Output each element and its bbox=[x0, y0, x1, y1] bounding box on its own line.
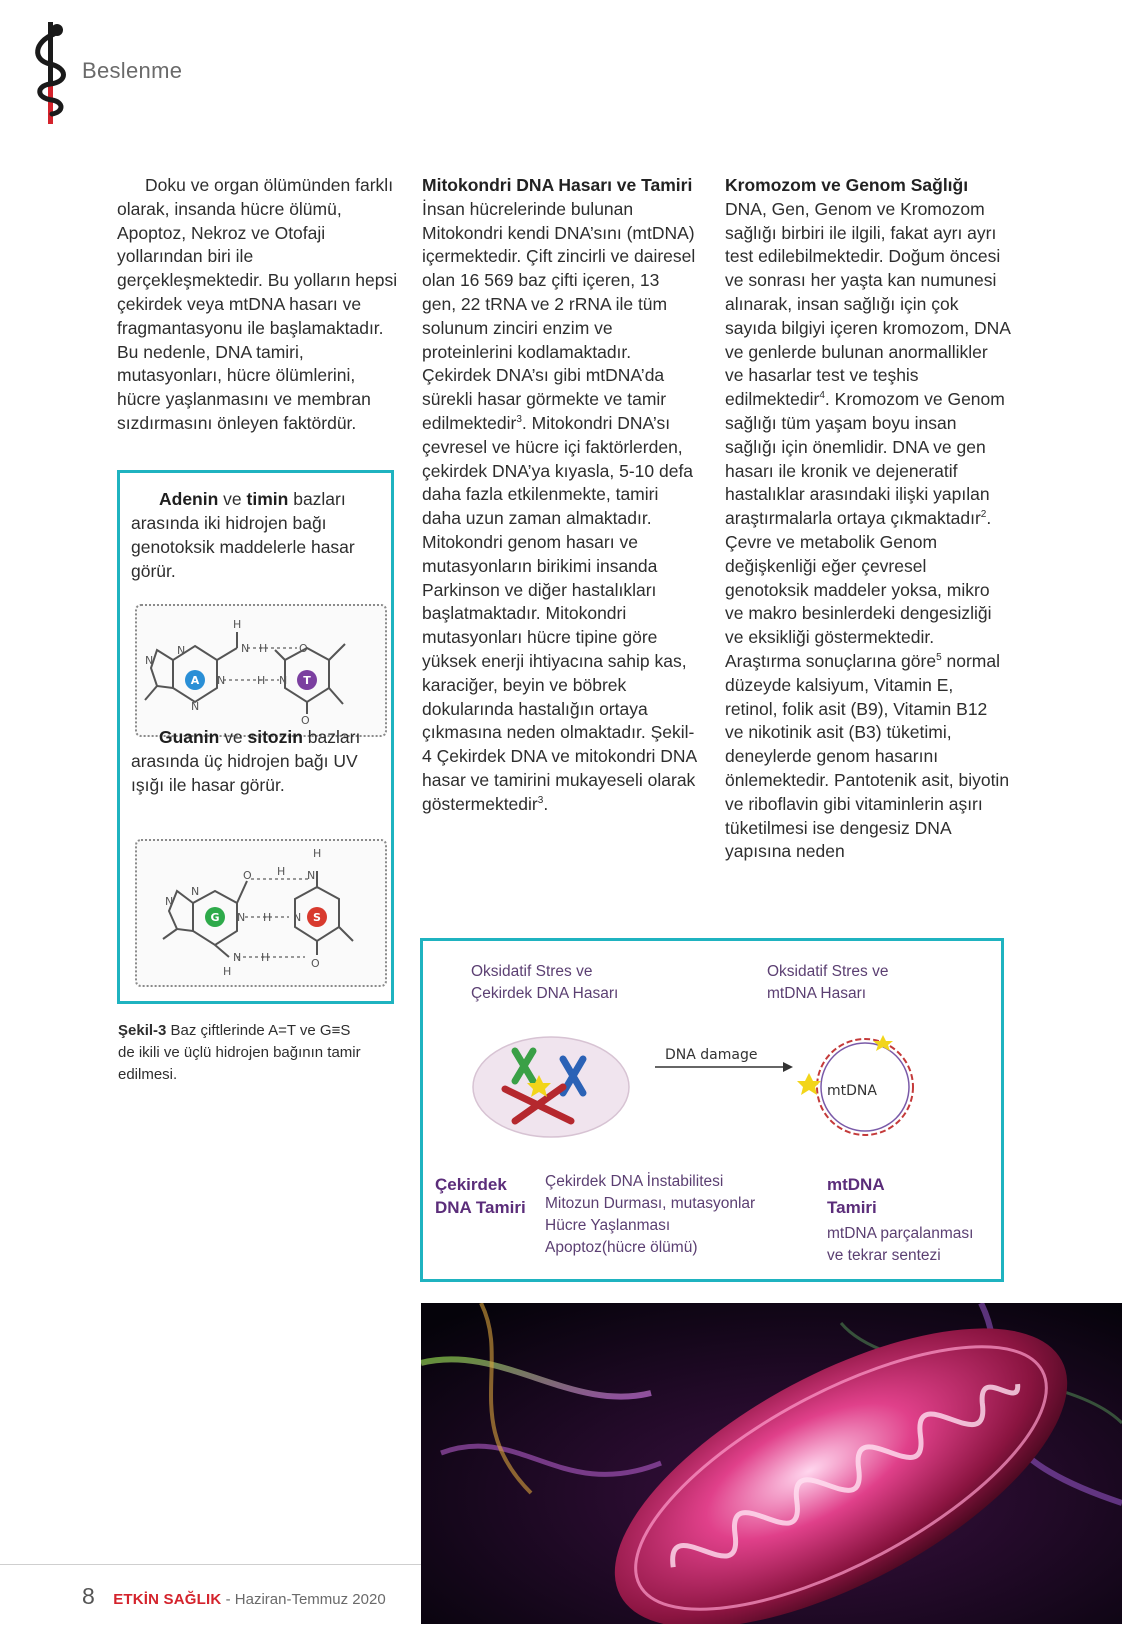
svg-text:N: N bbox=[145, 654, 154, 667]
footer bbox=[82, 1583, 386, 1610]
effect-item: Hücre Yaşlanması bbox=[545, 1217, 671, 1234]
mt-repair-text: mtDNA parçalanması ve tekrar sentezi bbox=[827, 1225, 974, 1264]
svg-text:O: O bbox=[299, 642, 308, 655]
svg-text:H: H bbox=[261, 951, 270, 964]
dna-damage-diagram bbox=[463, 1029, 963, 1141]
genome-paragraph: DNA, Gen, Genom ve Kromozom sağlığı birbiri ile ilgili, fakat ayrı ayrı test edilebilmektedir. Doğum öncesi ve sonrası her yaşta kan numunesi alınarak, insan sağlığı için çok sayıda bilgiyi içeren kromozom, DNA ve genlerde bulunan anormallikler ve hasarlar test ve teşhis edilmektedir$^4$. Kromozom ve Genom sağlığı tüm yaşam boyu insan sağlığı için önemlidir. DNA ve gen hasarı ile kronik ve dejeneratif hastalıklar arasındaki ilişki yapılan araştırmalarla ortaya çıkmaktadır$^2$. Çevre ve metabolik Genom değişkenliği eğer çevresel genotoksik maddeler yoksa, mikro ve makro besinlerdeki dengesizliği ve eksikliği göstermektedir. Araştırma sonuçlarına göre$^5$ normal düzeyde kalsiyum, Vitamin E, retinol, folik asit (B9), Vitamin B12 ve nikotinik asit (B3) tüketimi, deneylerde genom hasarını önlemektedir. Pantotenik asit, biyotin ve riboflavin gibi vitaminlerin aşırı tüketilmesi ise dengesiz DNA yapısına neden bbox=[725, 198, 1010, 862]
cytosine-letter: S bbox=[313, 911, 321, 924]
effect-item: Mitozun Durması, mutasyonlar bbox=[545, 1195, 756, 1212]
svg-text:N: N bbox=[307, 869, 316, 882]
svg-text:H: H bbox=[263, 911, 272, 924]
svg-text:O: O bbox=[301, 714, 310, 727]
column-1 bbox=[117, 174, 403, 436]
mt-repair-title: mtDNA Tamiri bbox=[827, 1175, 885, 1217]
logo-rod-of-asclepius-icon bbox=[24, 20, 78, 128]
adenine-letter: A bbox=[190, 674, 200, 687]
svg-text:N: N bbox=[233, 951, 242, 964]
page-number: 8 bbox=[82, 1583, 95, 1609]
svg-text:H: H bbox=[277, 865, 286, 878]
at-pair-diagram bbox=[135, 604, 387, 737]
svg-text:H: H bbox=[233, 618, 242, 631]
mtdna-diagram-label: mtDNA bbox=[827, 1083, 877, 1099]
svg-text:N: N bbox=[237, 911, 246, 924]
gc-desc: bazları arasında üç hidrojen bağı UV ışığı ile hasar görür. bbox=[131, 727, 361, 795]
genome-heading: Kromozom ve Genom Sağlığı bbox=[725, 175, 969, 195]
guanine-letter: G bbox=[210, 911, 220, 924]
gc-conj: ve bbox=[219, 727, 248, 747]
footer-divider bbox=[0, 1564, 421, 1565]
svg-text:O: O bbox=[311, 957, 320, 970]
caption-text: Baz çiftlerinde A=T ve G≡S de ikili ve üçlü hidrojen bağının tamir edilmesi. bbox=[118, 1022, 361, 1083]
mt-stress-title: Oksidatif Stres ve mtDNA Hasarı bbox=[767, 963, 889, 1002]
svg-text:N: N bbox=[191, 700, 200, 713]
sitozin-label: sitozin bbox=[247, 727, 303, 747]
dna-damage-label: DNA damage bbox=[665, 1047, 758, 1063]
column-3 bbox=[725, 174, 1010, 864]
svg-text:H: H bbox=[223, 965, 232, 978]
gc-pair-diagram bbox=[135, 839, 387, 987]
adenin-label: Adenin bbox=[159, 489, 219, 509]
gc-text bbox=[131, 725, 386, 797]
figure-3-caption bbox=[118, 1020, 363, 1086]
nuclear-effects-list bbox=[545, 1171, 755, 1259]
figure-4-box bbox=[420, 938, 1004, 1282]
svg-text:N: N bbox=[177, 644, 186, 657]
nuclear-stress-title: Oksidatif Stres ve Çekirdek DNA Hasarı bbox=[471, 963, 619, 1002]
mtdna-heading: Mitokondri DNA Hasarı ve Tamiri bbox=[422, 175, 693, 195]
mitochondria-image bbox=[421, 1303, 1122, 1624]
at-conj: ve bbox=[218, 489, 247, 509]
guanin-label: Guanin bbox=[159, 727, 220, 747]
at-desc: bazları arasında iki hidrojen bağı genotoksik maddelerle hasar görür. bbox=[131, 489, 355, 581]
thymine-letter: T bbox=[303, 674, 311, 687]
svg-text:O: O bbox=[243, 869, 252, 882]
svg-text:N: N bbox=[279, 674, 288, 687]
timin-label: timin bbox=[246, 489, 289, 509]
mtdna-paragraph: İnsan hücrelerinde bulunan Mitokondri kendi DNA’sını (mtDNA) içermektedir. Çift zincirli ve dairesel olan 16 569 baz çifti içeren, 13 gen, 22 tRNA ve 2 rRNA ile tüm solunum zinciri enzim ve proteinlerini kodlamaktadır. Çekirdek DNA’sı gibi mtDNA’da sürekli hasar görmekte ve tamir edilmektedir$^3$. Mitokondri DNA’sı çevresel ve hücre içi faktörlerden, çekirdek DNA’ya kıyasla, 5-10 defa daha fazla etkilenmekte, tamiri daha uzun zaman almaktadır. Mitokondri genom hasarı ve mutasyonların birikimi insanda Parkinson ve diğer hastalıkları başlatmaktadır. Mitokondri mutasyonları hücre tipine göre yüksek enerji ihtiyacına sahip kas, karaciğer, beyin ve böbrek dokularında hastalığın ortaya çıkmasına neden olmaktadır. Şekil-4 Çekirdek DNA ve mitokondri DNA hasar ve tamirini mukayeseli olarak göstermektedir$^3$. bbox=[422, 198, 697, 814]
effect-item: Çekirdek DNA İnstabilitesi bbox=[545, 1173, 724, 1190]
svg-text:N: N bbox=[191, 885, 200, 898]
issue-date: - Haziran-Temmuz 2020 bbox=[221, 1591, 386, 1608]
effect-item: Apoptoz(hücre ölümü) bbox=[545, 1239, 698, 1256]
magazine-brand: ETKİN SAĞLIK bbox=[113, 1591, 222, 1608]
nuclear-repair-title: Çekirdek DNA Tamiri bbox=[435, 1175, 526, 1217]
svg-text:N: N bbox=[165, 895, 174, 908]
base-pair-box bbox=[117, 470, 394, 1004]
caption-label: Şekil-3 bbox=[118, 1022, 167, 1039]
svg-text:N: N bbox=[241, 642, 250, 655]
at-text bbox=[131, 487, 386, 583]
svg-text:H: H bbox=[257, 674, 266, 687]
intro-paragraph: Doku ve organ ölümünden farklı olarak, insanda hücre ölümü, Apoptoz, Nekroz ve Otofaji yollarından biri ile gerçekleşmektedir. Bu yolların hepsi çekirdek veya mtDNA hasarı ve fragmantasyonu ile başlamaktadır. Bu nedenle, DNA tamiri, mutasyonları, hücre ölümlerini, hücre yaşlanmasını ve membran sızdırmasını önleyen faktördür. bbox=[117, 175, 398, 433]
svg-text:N: N bbox=[217, 674, 226, 687]
column-2 bbox=[422, 174, 697, 817]
svg-text:H: H bbox=[313, 847, 322, 860]
section-label: Beslenme bbox=[82, 58, 183, 83]
svg-text:N: N bbox=[293, 911, 302, 924]
svg-text:H: H bbox=[259, 642, 268, 655]
